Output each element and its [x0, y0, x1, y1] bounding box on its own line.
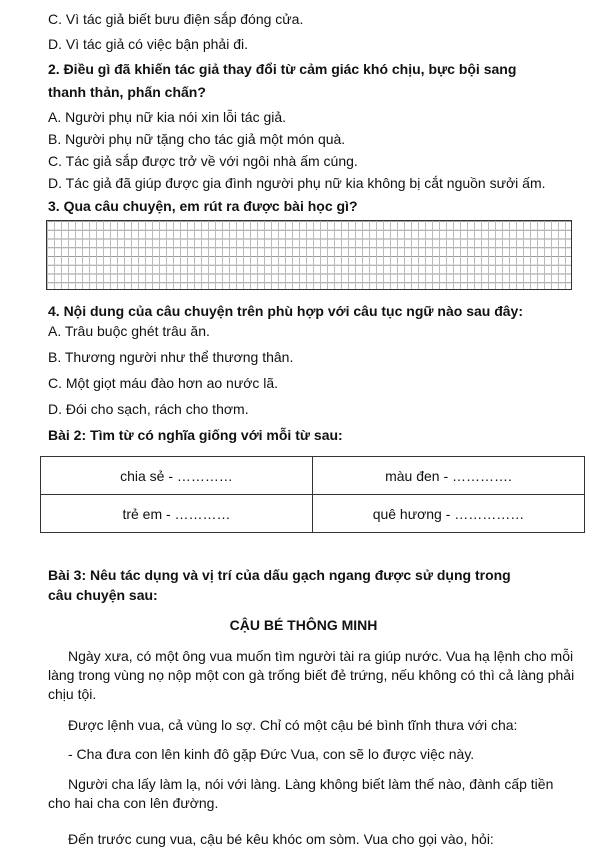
bai3-title-line1: Bài 3: Nêu tác dụng và vị trí của dấu gạch ngang được sử dụng trong: [48, 567, 511, 583]
table-row: [41, 457, 585, 495]
q3-title: 3. Qua câu chuyện, em rút ra được bài học gì?: [48, 198, 358, 214]
q2-option-c[interactable]: C. Tác giả sắp được trở về với ngôi nhà ấm cúng.: [48, 153, 358, 169]
q2-title-line2: thanh thản, phấn chấn?: [48, 84, 206, 100]
synonym-table: [40, 456, 585, 533]
synonym-cell[interactable]: màu đen - ………….: [313, 457, 585, 495]
q2-option-b[interactable]: B. Người phụ nữ tặng cho tác giả một món quà.: [48, 131, 346, 147]
q1-option-c[interactable]: C. Vì tác giả biết bưu điện sắp đóng cửa.: [48, 11, 304, 27]
story-paragraph-3: - Cha đưa con lên kinh đô gặp Đức Vua, con sẽ lo được việc này.: [68, 746, 475, 762]
synonym-cell[interactable]: trẻ em - …………: [41, 495, 313, 533]
table-row: [41, 495, 585, 533]
bai2-title: Bài 2: Tìm từ có nghĩa giống với mỗi từ sau:: [48, 427, 343, 443]
story-paragraph-5: Đến trước cung vua, cậu bé kêu khóc om sòm. Vua cho gọi vào, hỏi:: [68, 831, 494, 847]
q2-title-line1: 2. Điều gì đã khiến tác giả thay đổi từ cảm giác khó chịu, bực bội sang: [48, 61, 517, 77]
story-paragraph-4: Người cha lấy làm lạ, nói với làng. Làng không biết làm thế nào, đành cấp tiền cho hai cha con lên đường.: [48, 776, 554, 811]
synonym-cell[interactable]: quê hương - ……………: [313, 495, 585, 533]
story-paragraph-2: Được lệnh vua, cả vùng lo sợ. Chỉ có một cậu bé bình tĩnh thưa với cha:: [68, 717, 518, 733]
q2-option-a[interactable]: A. Người phụ nữ kia nói xin lỗi tác giả.: [48, 109, 287, 125]
q3-answer-grid[interactable]: [46, 220, 572, 290]
q4-option-b[interactable]: B. Thương người như thể thương thân.: [48, 349, 294, 365]
q4-title: 4. Nội dung của câu chuyện trên phù hợp với câu tục ngữ nào sau đây:: [48, 303, 523, 319]
q2-option-d[interactable]: D. Tác giả đã giúp được gia đình người phụ nữ kia không bị cắt nguồn sưởi ấm.: [48, 175, 546, 191]
synonym-cell[interactable]: chia sẻ - …………: [41, 457, 313, 495]
q4-option-a[interactable]: A. Trâu buộc ghét trâu ăn.: [48, 323, 210, 339]
q1-option-d[interactable]: D. Vì tác giả có việc bận phải đi.: [48, 36, 248, 52]
story-title: CẬU BÉ THÔNG MINH: [229, 617, 378, 633]
grid-minor-lines: [47, 221, 571, 289]
story-paragraph-1: Ngày xưa, có một ông vua muốn tìm người tài ra giúp nước. Vua hạ lệnh cho mỗi làng trong vùng nọ nộp một con gà trống biết đẻ trứng, nếu không có thì cả làng phải chịu tội.: [48, 648, 575, 702]
bai3-title-line2: câu chuyện sau:: [48, 587, 158, 603]
q4-option-c[interactable]: C. Một giọt máu đào hơn ao nước lã.: [48, 375, 279, 391]
q4-option-d[interactable]: D. Đói cho sạch, rách cho thơm.: [48, 401, 249, 417]
